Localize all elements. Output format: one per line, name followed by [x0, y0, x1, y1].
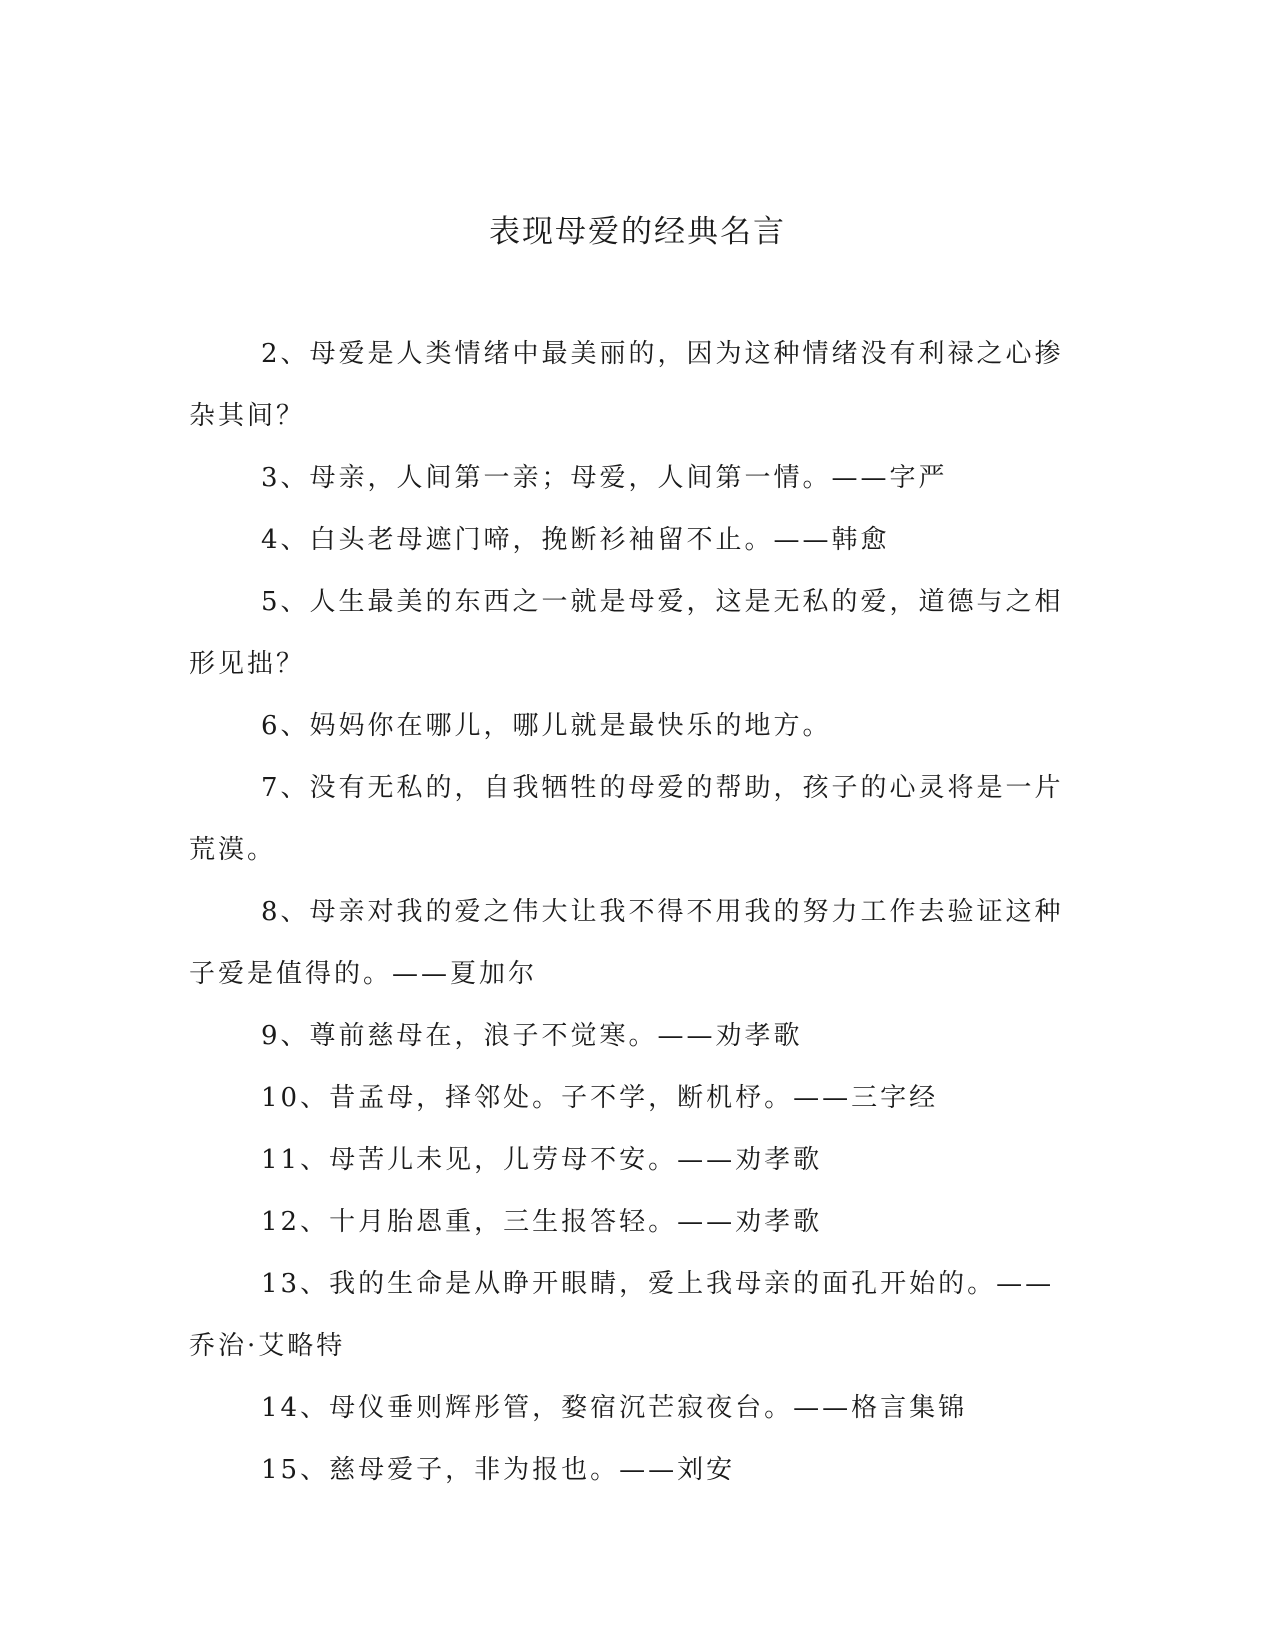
list-item: 7、没有无私的，自我牺牲的母爱的帮助，孩子的心灵将是一片荒漠。 [189, 773, 1064, 865]
list-item: 11、母苦儿未见，儿劳母不安。——劝孝歌 [261, 1145, 823, 1175]
list-item: 8、母亲对我的爱之伟大让我不得不用我的努力工作去验证这种子爱是值得的。——夏加尔 [189, 897, 1064, 989]
page-title: 表现母爱的经典名言 [489, 214, 786, 250]
list-item: 15、慈母爱子，非为报也。——刘安 [261, 1455, 736, 1485]
quote-list [189, 323, 1069, 1501]
list-item: 14、母仪垂则辉彤管，婺宿沉芒寂夜台。——格言集锦 [261, 1393, 968, 1423]
list-item: 4、白头老母遮门啼，挽断衫袖留不止。——韩愈 [261, 525, 890, 555]
list-item: 9、尊前慈母在，浪子不觉寒。——劝孝歌 [261, 1021, 803, 1051]
list-item: 6、妈妈你在哪儿，哪儿就是最快乐的地方。 [261, 711, 832, 741]
list-item: 2、母爱是人类情绪中最美丽的，因为这种情绪没有利禄之心掺杂其间？ [189, 339, 1064, 431]
list-item: 5、人生最美的东西之一就是母爱，这是无私的爱，道德与之相形见拙？ [189, 587, 1064, 679]
list-item: 10、昔孟母，择邻处。子不学，断机杼。——三字经 [261, 1083, 939, 1113]
list-item: 3、母亲，人间第一亲；母爱，人间第一情。——字严 [261, 463, 948, 493]
list-item: 12、十月胎恩重，三生报答轻。——劝孝歌 [261, 1207, 823, 1237]
list-item: 13、我的生命是从睁开眼睛，爱上我母亲的面孔开始的。——乔治·艾略特 [189, 1269, 1055, 1361]
